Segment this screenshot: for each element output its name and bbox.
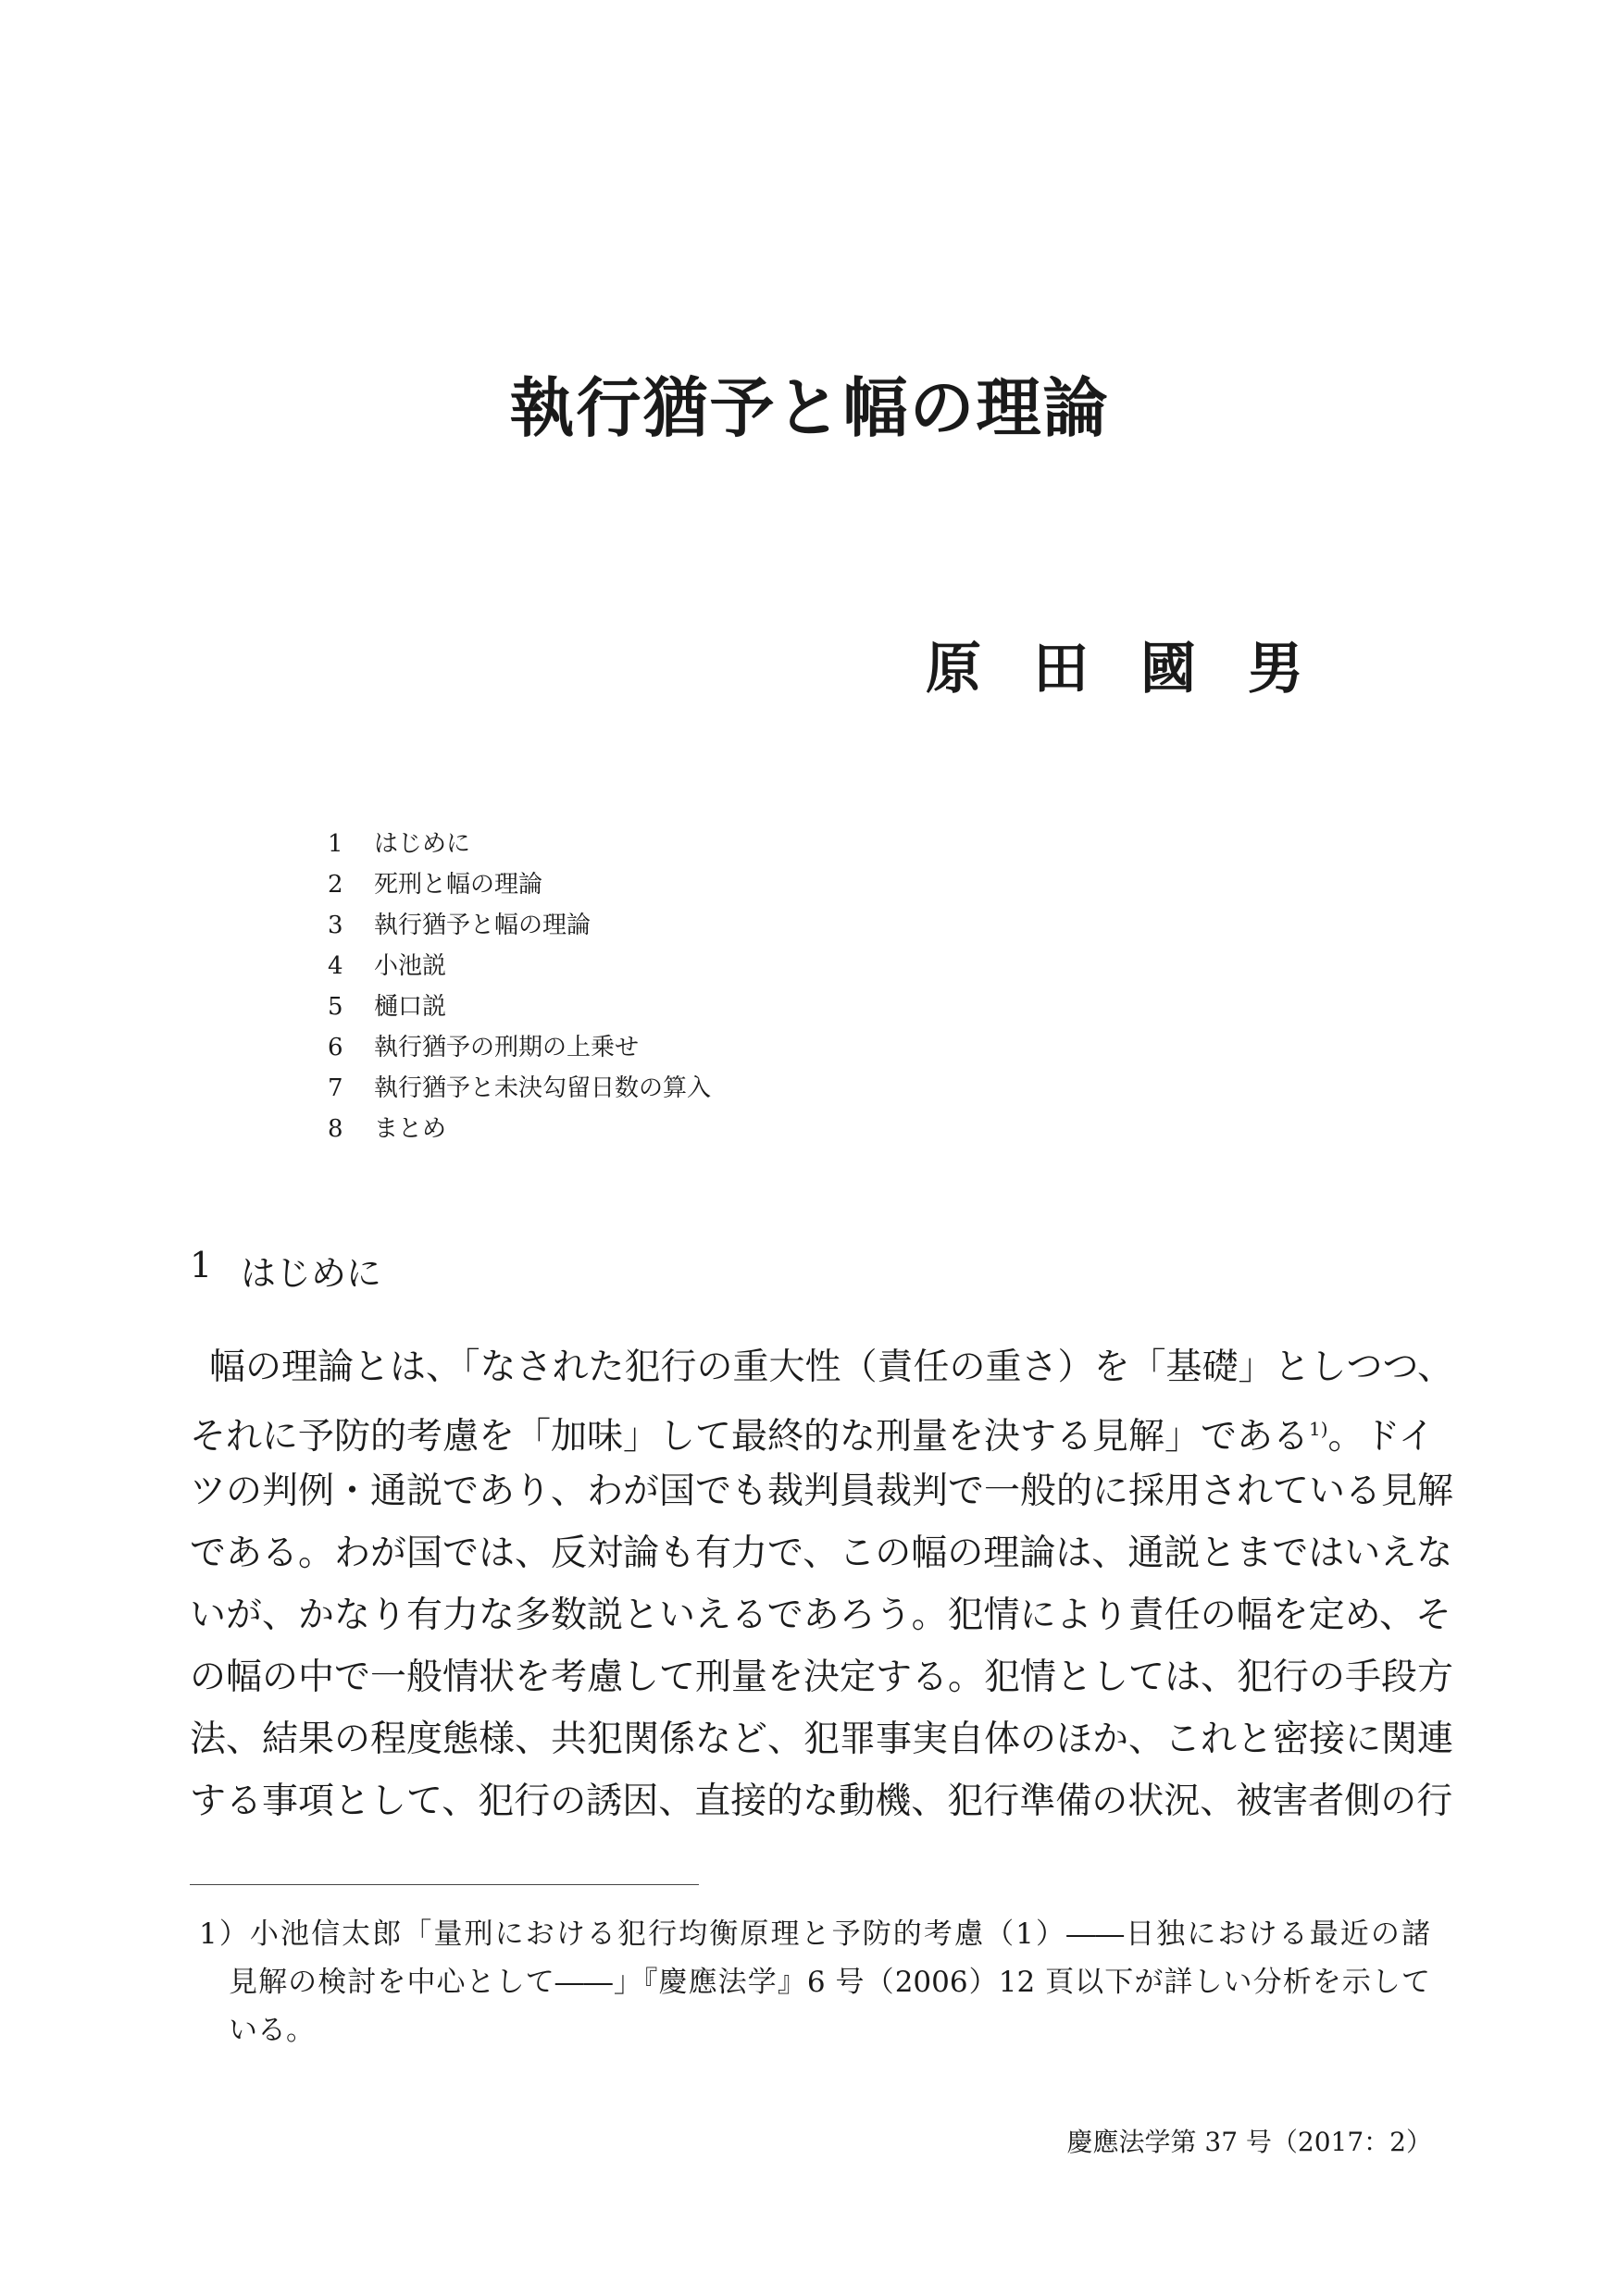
author-char: 男 (1248, 637, 1303, 701)
body-paragraph (190, 1336, 1454, 1832)
footnote-line: いる。 (229, 2014, 315, 2047)
journal-info: 慶應法学第 37 号（2017：2） (1066, 2127, 1432, 2157)
author-char: 國 (1140, 637, 1196, 701)
author-char: 原 (926, 637, 981, 701)
table-of-contents (328, 824, 711, 1149)
toc-item: 7 執行猶予と未決勾留日数の算入 (328, 1074, 712, 1102)
author-char: 田 (1033, 637, 1089, 701)
section-number: 1 (190, 1245, 213, 1285)
toc-item: 8 まとめ (328, 1115, 447, 1143)
body-line: である。わが国では、反対論も有力で、この幅の理論は、通説とまではいえな (190, 1533, 1453, 1574)
footnote-divider (190, 1884, 699, 1885)
toc-item: 6 執行猶予の刑期の上乗せ (328, 1034, 640, 1061)
body-line: 法、結果の程度態様、共犯関係など、犯罪事実自体のほか、これと密接に関連 (190, 1719, 1454, 1760)
section-title: はじめに (241, 1253, 382, 1294)
body-line: それに予防的考慮を「加味」して最終的な刑量を決する見解」である$^{1)}$。ドイ (190, 1416, 1435, 1458)
footnote (199, 1910, 1430, 2054)
body-line: の幅の中で一般情状を考慮して刑量を決定する。犯情としては、犯行の手段方 (190, 1657, 1454, 1698)
body-line: ツの判例・通説であり、わが国でも裁判員裁判で一般的に採用されている見解 (190, 1471, 1454, 1512)
section-heading (190, 1245, 381, 1296)
body-line: 幅の理論とは、「なされた犯行の重大性（責任の重さ）を「基礎」としつつ、 (209, 1347, 1453, 1388)
body-line: いが、かなり有力な多数説といえるであろう。犯情により責任の幅を定め、そ (190, 1595, 1452, 1636)
toc-item: 4 小池説 (328, 952, 447, 980)
toc-item: 2 死刑と幅の理論 (328, 871, 543, 899)
toc-item: 5 樋口説 (328, 993, 447, 1021)
toc-item: 3 執行猶予と幅の理論 (328, 912, 592, 939)
author-name (926, 625, 1303, 704)
footnote-line: 1）小池信太郎「量刑における犯行均衡原理と予防的考慮（1）――日独における最近の諸 (199, 1917, 1430, 1951)
toc-item: 1 はじめに (328, 830, 471, 858)
body-line: する事項として、犯行の誘因、直接的な動機、犯行準備の状況、被害者側の行 (190, 1781, 1453, 1822)
footnote-line: 見解の検討を中心として――」『慶應法学』6 号（2006）12 頁以下が詳しい分析を示して (229, 1966, 1430, 1999)
footnote-ref[interactable]: 1) (1309, 1418, 1328, 1440)
paper-title: 執行猶予と幅の理論 (509, 369, 1110, 446)
